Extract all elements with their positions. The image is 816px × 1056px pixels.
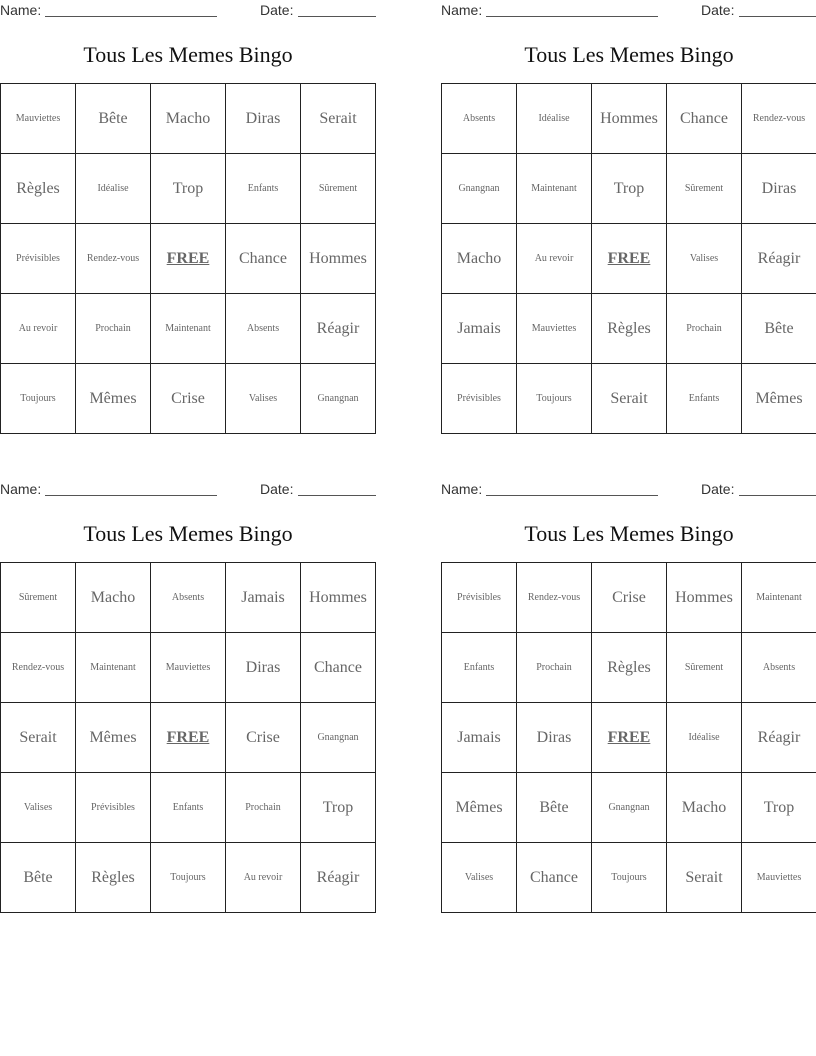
bingo-cell: Valises (667, 224, 742, 294)
free-space-cell: FREE (592, 224, 667, 294)
bingo-cell: Absents (226, 294, 301, 364)
bingo-cell: Chance (226, 224, 301, 294)
grid-row (442, 563, 816, 633)
grid-row (1, 294, 376, 364)
card-title: Tous Les Memes Bingo (524, 42, 734, 67)
bingo-cell: Prochain (667, 294, 742, 364)
bingo-cell: Macho (151, 84, 226, 154)
bingo-cell: Gnangnan (301, 703, 376, 773)
name-blank-line (486, 495, 658, 496)
bingo-cell: Réagir (742, 224, 816, 294)
bingo-cell: Rendez-vous (517, 563, 592, 633)
date-blank-line (298, 495, 376, 496)
bingo-cell: Mêmes (76, 703, 151, 773)
bingo-cell: Réagir (301, 843, 376, 913)
bingo-cell: Trop (151, 154, 226, 224)
bingo-cell: Diras (226, 633, 301, 703)
bingo-cell: Mauviettes (1, 84, 76, 154)
bingo-cell: Crise (592, 563, 667, 633)
date-label: Date: (701, 481, 735, 497)
bingo-cell: Rendez-vous (76, 224, 151, 294)
bingo-cell: Diras (517, 703, 592, 773)
card-title: Tous Les Memes Bingo (524, 521, 734, 546)
bingo-cell: Prévisibles (442, 364, 517, 434)
bingo-cell: Serait (667, 843, 742, 913)
grid-row (442, 294, 816, 364)
bingo-cell: Macho (442, 224, 517, 294)
bingo-cell: Trop (742, 773, 816, 843)
bingo-cell: Sûrement (301, 154, 376, 224)
free-space-cell: FREE (151, 703, 226, 773)
bingo-cell: Enfants (151, 773, 226, 843)
bingo-cell: Toujours (517, 364, 592, 434)
name-label: Name: (441, 2, 483, 18)
free-space-cell: FREE (592, 703, 667, 773)
grid-row (1, 773, 376, 843)
bingo-grid (0, 83, 376, 434)
date-label: Date: (260, 2, 294, 18)
bingo-cell: Serait (301, 84, 376, 154)
bingo-cell: Serait (1, 703, 76, 773)
bingo-grid (441, 83, 816, 434)
bingo-cell: Rendez-vous (742, 84, 816, 154)
bingo-cell: Règles (1, 154, 76, 224)
bingo-cell: Toujours (151, 843, 226, 913)
name-date-row (441, 2, 816, 20)
bingo-card-4 (441, 479, 816, 915)
card-title: Tous Les Memes Bingo (83, 42, 293, 67)
free-space-cell: FREE (151, 224, 226, 294)
grid-row (1, 633, 376, 703)
bingo-cell: Jamais (226, 563, 301, 633)
bingo-cell: Sûrement (667, 154, 742, 224)
bingo-cell: Enfants (667, 364, 742, 434)
bingo-cell: Valises (1, 773, 76, 843)
bingo-cell: Diras (226, 84, 301, 154)
bingo-cell: Jamais (442, 294, 517, 364)
bingo-cell: Mauviettes (742, 843, 816, 913)
bingo-cell: Au revoir (226, 843, 301, 913)
bingo-cell: Sûrement (1, 563, 76, 633)
bingo-cell: Absents (442, 84, 517, 154)
bingo-cell: Gnangnan (592, 773, 667, 843)
date-blank-line (739, 16, 816, 17)
name-blank-line (45, 495, 217, 496)
bingo-cell: Bête (742, 294, 816, 364)
bingo-cell: Au revoir (1, 294, 76, 364)
bingo-grid (0, 562, 376, 913)
bingo-cell: Trop (592, 154, 667, 224)
grid-row (442, 154, 816, 224)
bingo-cell: Idéalise (76, 154, 151, 224)
bingo-cell: Macho (76, 563, 151, 633)
bingo-cell: Chance (301, 633, 376, 703)
bingo-cell: Réagir (742, 703, 816, 773)
card-title: Tous Les Memes Bingo (83, 521, 293, 546)
name-blank-line (486, 16, 658, 17)
bingo-cell: Maintenant (517, 154, 592, 224)
date-blank-line (298, 16, 376, 17)
bingo-cell: Règles (592, 294, 667, 364)
bingo-cell: Toujours (1, 364, 76, 434)
name-blank-line (45, 16, 217, 17)
grid-row (1, 703, 376, 773)
grid-row (1, 84, 376, 154)
date-label: Date: (701, 2, 735, 18)
bingo-card-3 (0, 479, 376, 915)
bingo-cell: Bête (76, 84, 151, 154)
bingo-cell: Valises (442, 843, 517, 913)
bingo-cell: Règles (76, 843, 151, 913)
bingo-cell: Hommes (301, 563, 376, 633)
bingo-cell: Hommes (592, 84, 667, 154)
bingo-cell: Crise (226, 703, 301, 773)
bingo-cell: Maintenant (742, 563, 816, 633)
grid-row (442, 703, 816, 773)
grid-row (1, 224, 376, 294)
date-blank-line (739, 495, 816, 496)
bingo-cell: Mauviettes (151, 633, 226, 703)
bingo-cell: Idéalise (667, 703, 742, 773)
grid-row (442, 773, 816, 843)
bingo-grid (441, 562, 816, 913)
grid-row (1, 563, 376, 633)
grid-row (442, 224, 816, 294)
bingo-cell: Mauviettes (517, 294, 592, 364)
bingo-card-2 (441, 0, 816, 436)
bingo-cell: Prochain (76, 294, 151, 364)
bingo-cell: Absents (151, 563, 226, 633)
bingo-cell: Chance (667, 84, 742, 154)
bingo-cell: Valises (226, 364, 301, 434)
bingo-cell: Enfants (226, 154, 301, 224)
bingo-cell: Maintenant (76, 633, 151, 703)
bingo-cell: Prévisibles (442, 563, 517, 633)
name-label: Name: (0, 481, 42, 497)
bingo-cell: Mêmes (442, 773, 517, 843)
bingo-cell: Rendez-vous (1, 633, 76, 703)
bingo-cell: Au revoir (517, 224, 592, 294)
grid-row (442, 84, 816, 154)
bingo-cell: Gnangnan (442, 154, 517, 224)
name-date-row (441, 481, 816, 499)
grid-row (442, 364, 816, 434)
name-date-row (0, 481, 376, 499)
bingo-cell: Mêmes (742, 364, 816, 434)
bingo-cell: Règles (592, 633, 667, 703)
date-label: Date: (260, 481, 294, 497)
grid-row (1, 154, 376, 224)
name-label: Name: (0, 2, 42, 18)
bingo-card-1 (0, 0, 376, 436)
bingo-cell: Bête (1, 843, 76, 913)
bingo-cell: Réagir (301, 294, 376, 364)
bingo-cell: Prochain (226, 773, 301, 843)
grid-row (1, 843, 376, 913)
bingo-cell: Prochain (517, 633, 592, 703)
bingo-cell: Bête (517, 773, 592, 843)
bingo-cell: Trop (301, 773, 376, 843)
bingo-cell: Gnangnan (301, 364, 376, 434)
name-label: Name: (441, 481, 483, 497)
bingo-cell: Hommes (301, 224, 376, 294)
bingo-cell: Hommes (667, 563, 742, 633)
bingo-cell: Crise (151, 364, 226, 434)
bingo-cell: Serait (592, 364, 667, 434)
bingo-cell: Absents (742, 633, 816, 703)
bingo-cell: Chance (517, 843, 592, 913)
bingo-cell: Idéalise (517, 84, 592, 154)
grid-row (442, 633, 816, 703)
bingo-cell: Maintenant (151, 294, 226, 364)
bingo-cell: Prévisibles (76, 773, 151, 843)
grid-row (1, 364, 376, 434)
bingo-cell: Prévisibles (1, 224, 76, 294)
bingo-cell: Mêmes (76, 364, 151, 434)
bingo-cell: Jamais (442, 703, 517, 773)
bingo-cell: Enfants (442, 633, 517, 703)
bingo-cell: Sûrement (667, 633, 742, 703)
bingo-cell: Macho (667, 773, 742, 843)
grid-row (442, 843, 816, 913)
bingo-cell: Diras (742, 154, 816, 224)
name-date-row (0, 2, 376, 20)
bingo-cell: Toujours (592, 843, 667, 913)
